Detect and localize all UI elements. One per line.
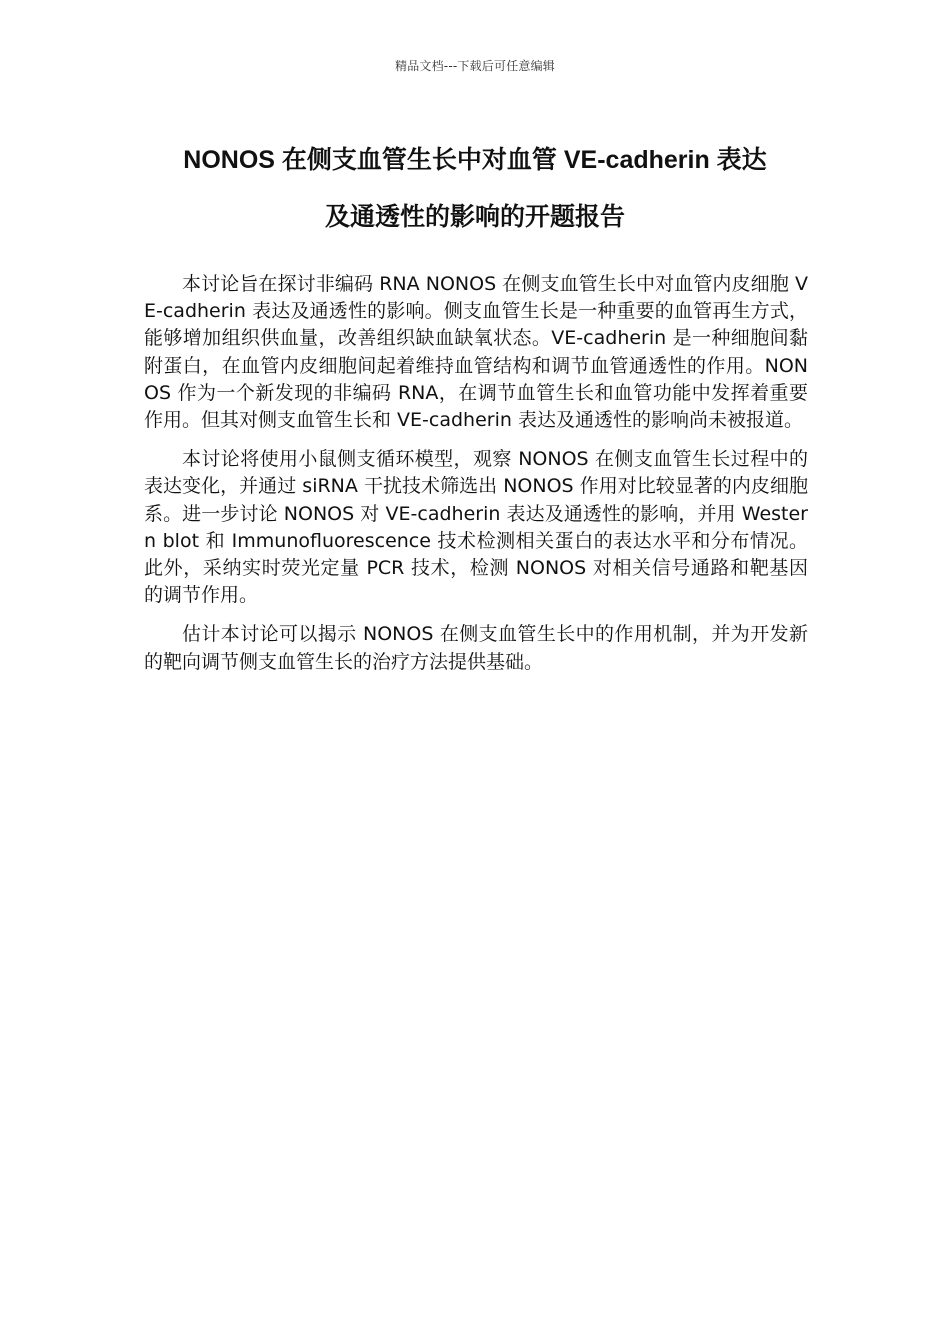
paragraph-1: 本讨论旨在探讨非编码 RNA NONOS 在侧支血管生长中对血管内皮细胞 VE-cadherin 表达及通透性的影响。侧支血管生长是一种重要的血管再生方式，能够增加组织供血量，改善组织缺血缺氧状态。VE-cadherin 是一种细胞间黏附蛋白，在血管内皮细胞间起着维持血管结构和调节血管通透性的作用。NONOS 作为一个新发现的非编码 RNA，在调节血管生长和血管功能中发挥着重要作用。但其对侧支血管生长和 VE-cadherin 表达及通透性的影响尚未被报道。 [144, 273, 808, 432]
document-body [144, 271, 808, 688]
title-line-2: 及通透性的影响的开题报告 [324, 203, 625, 231]
paragraph-2: 本讨论将使用小鼠侧支循环模型，观察 NONOS 在侧支血管生长过程中的表达变化，并通过 siRNA 干扰技术筛选出 NONOS 作用对比较显著的内皮细胞系。进一步讨论 NONOS 对 VE-cadherin 表达及通透性的影响，并用 Western blot 和 Immunofluorescence 技术检测相关蛋白的表达水平和分布情况。此外，采纳实时荧光定量 PCR 技术，检测 NONOS 对相关信号通路和靶基因的调节作用。 [144, 448, 808, 607]
header-note: 精品文档---下载后可任意编辑 [395, 59, 555, 73]
title-line-1: NONOS 在侧支血管生长中对血管 VE-cadherin 表达 [183, 146, 767, 174]
paragraph-3: 估计本讨论可以揭示 NONOS 在侧支血管生长中的作用机制，并为开发新的靶向调节侧支血管生长的治疗方法提供基础。 [144, 623, 808, 673]
document-title [120, 132, 830, 246]
